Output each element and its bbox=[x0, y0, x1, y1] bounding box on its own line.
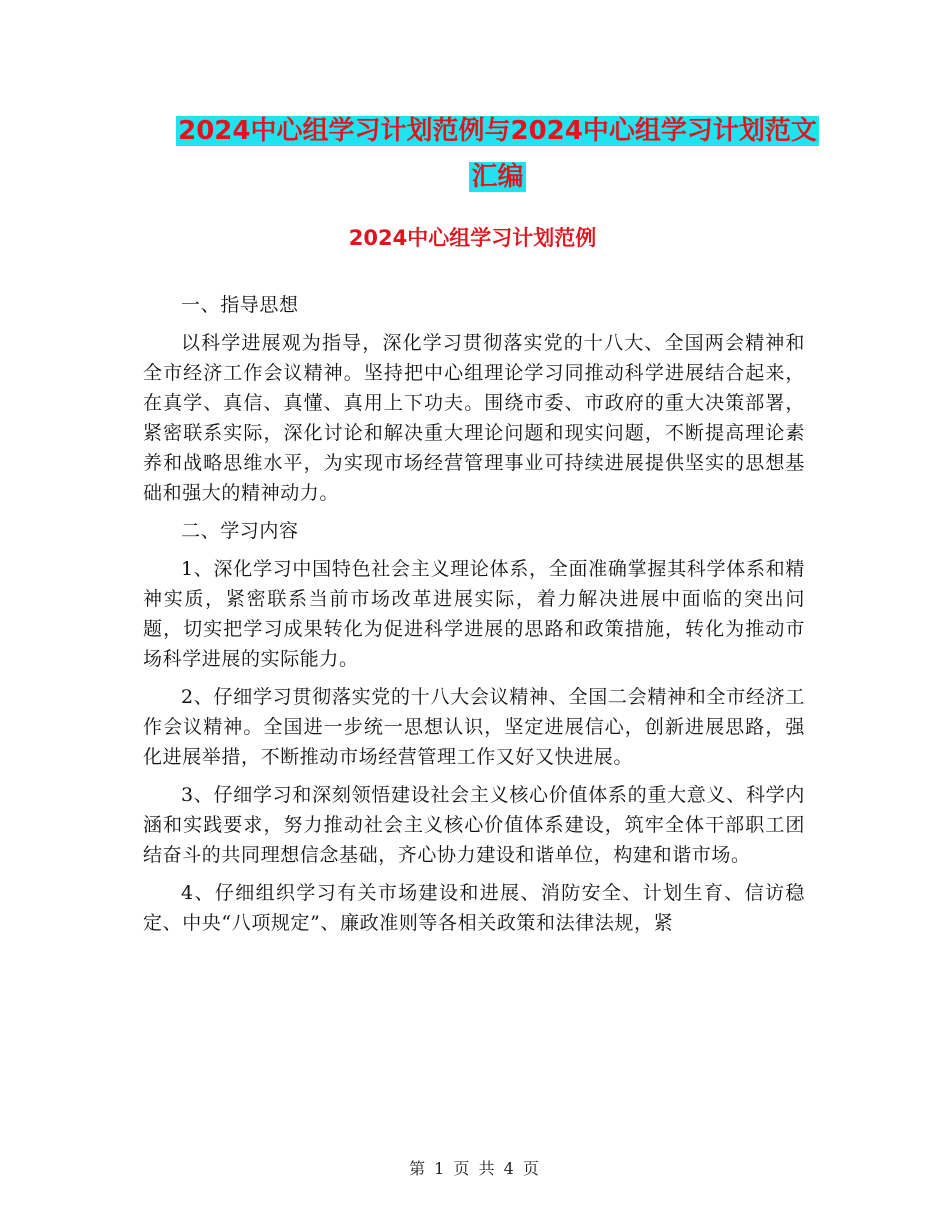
paragraph-item-2: 2、仔细学习贯彻落实党的十八大会议精神、全国二会精神和全市经济工作会议精神。全国进一步统一思想认识，坚定进展信心，创新进展思路，强化进展举措，不断推动市场经营管理工作又好又快进展。 bbox=[143, 686, 805, 768]
title-line-1: 2024中心组学习计划范例与2024中心组学习计划范文 bbox=[178, 116, 817, 146]
paragraph-item-1: 1、深化学习中国特色社会主义理论体系，全面准确掌握其科学体系和精神实质，紧密联系当前市场改革进展实际，着力解决进展中面临的突出问题，切实把学习成果转化为促进科学进展的思路和政策措施，转化为推动市场科学进展的实际能力。 bbox=[143, 558, 805, 670]
section-title: 2024中心组学习计划范例 bbox=[348, 226, 597, 250]
document-body bbox=[143, 290, 805, 946]
page-number-footer: 第 1 页 共 4 页 bbox=[409, 1159, 541, 1178]
document-title bbox=[140, 108, 855, 200]
title-line-2: 汇编 bbox=[471, 162, 524, 192]
paragraph-guiding-ideology: 以科学进展观为指导，深化学习贯彻落实党的十八大、全国两会精神和全市经济工作会议精神。坚持把中心组理论学习同推动科学进展结合起来，在真学、真信、真懂、真用上下功夫。围绕市委、市政府的重大决策部署，紧密联系实际，深化讨论和解决重大理论问题和现实问题，不断提高理论素养和战略思维水平，为实现市场经营管理事业可持续进展提供坚实的思想基础和强大的精神动力。 bbox=[143, 332, 805, 504]
paragraph-item-4: 4、仔细组织学习有关市场建设和进展、消防安全、计划生育、信访稳定、中央“八项规定”、廉政准则等各相关政策和法律法规，紧 bbox=[143, 882, 805, 934]
heading-study-content: 二、学习内容 bbox=[181, 520, 299, 542]
paragraph-item-3: 3、仔细学习和深刻领悟建设社会主义核心价值体系的重大意义、科学内涵和实践要求，努力推动社会主义核心价值体系建设，筑牢全体干部职工团结奋斗的共同理想信念基础，齐心协力建设和谐单位，构建和谐市场。 bbox=[143, 784, 805, 866]
heading-guiding-ideology: 一、指导思想 bbox=[181, 294, 299, 316]
